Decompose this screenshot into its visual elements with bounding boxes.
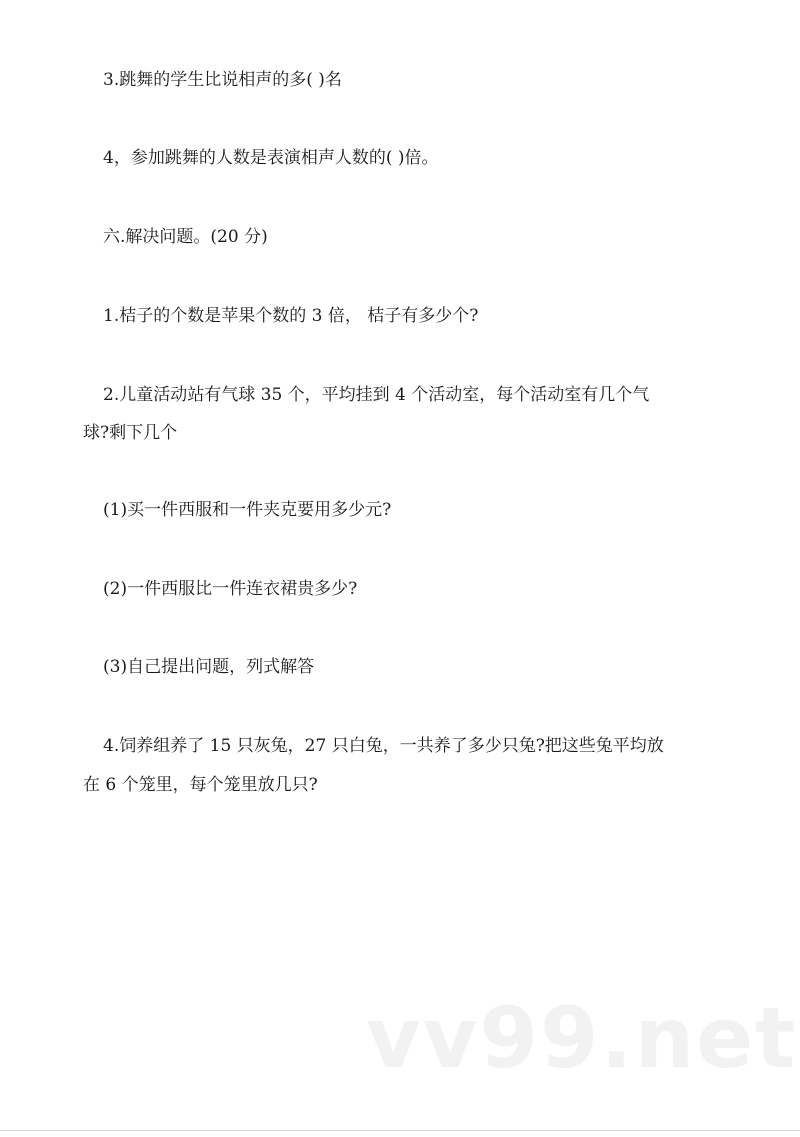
problem-6-3-sub-3: (3)自己提出问题，列式解答 <box>103 657 315 677</box>
problem-6-3-sub-2: (2)一件西服比一件连衣裙贵多少? <box>103 579 358 599</box>
section-6-heading: 六.解决问题。(20 分) <box>103 227 268 247</box>
problem-6-4-line-2: 在 6 个笼里，每个笼里放几只? <box>83 775 318 795</box>
problem-6-1: 1.桔子的个数是苹果个数的 3 倍， 桔子有多少个? <box>103 306 479 326</box>
problem-6-2-line-2: 球?剩下几个 <box>83 423 178 443</box>
watermark: vv99.net <box>366 989 798 1087</box>
problem-6-3-sub-1: (1)买一件西服和一件夹克要用多少元? <box>103 500 392 520</box>
page-bottom-edge <box>0 1130 800 1131</box>
question-5-4: 4，参加跳舞的人数是表演相声人数的( )倍。 <box>103 148 439 168</box>
problem-6-2-line-1: 2.儿童活动站有气球 35 个，平均挂到 4 个活动室，每个活动室有几个气 <box>103 385 650 405</box>
question-5-3: 3.跳舞的学生比说相声的多( )名 <box>103 70 342 90</box>
problem-6-4-line-1: 4.饲养组养了 15 只灰兔，27 只白兔，一共养了多少只兔?把这些兔平均放 <box>103 736 664 756</box>
